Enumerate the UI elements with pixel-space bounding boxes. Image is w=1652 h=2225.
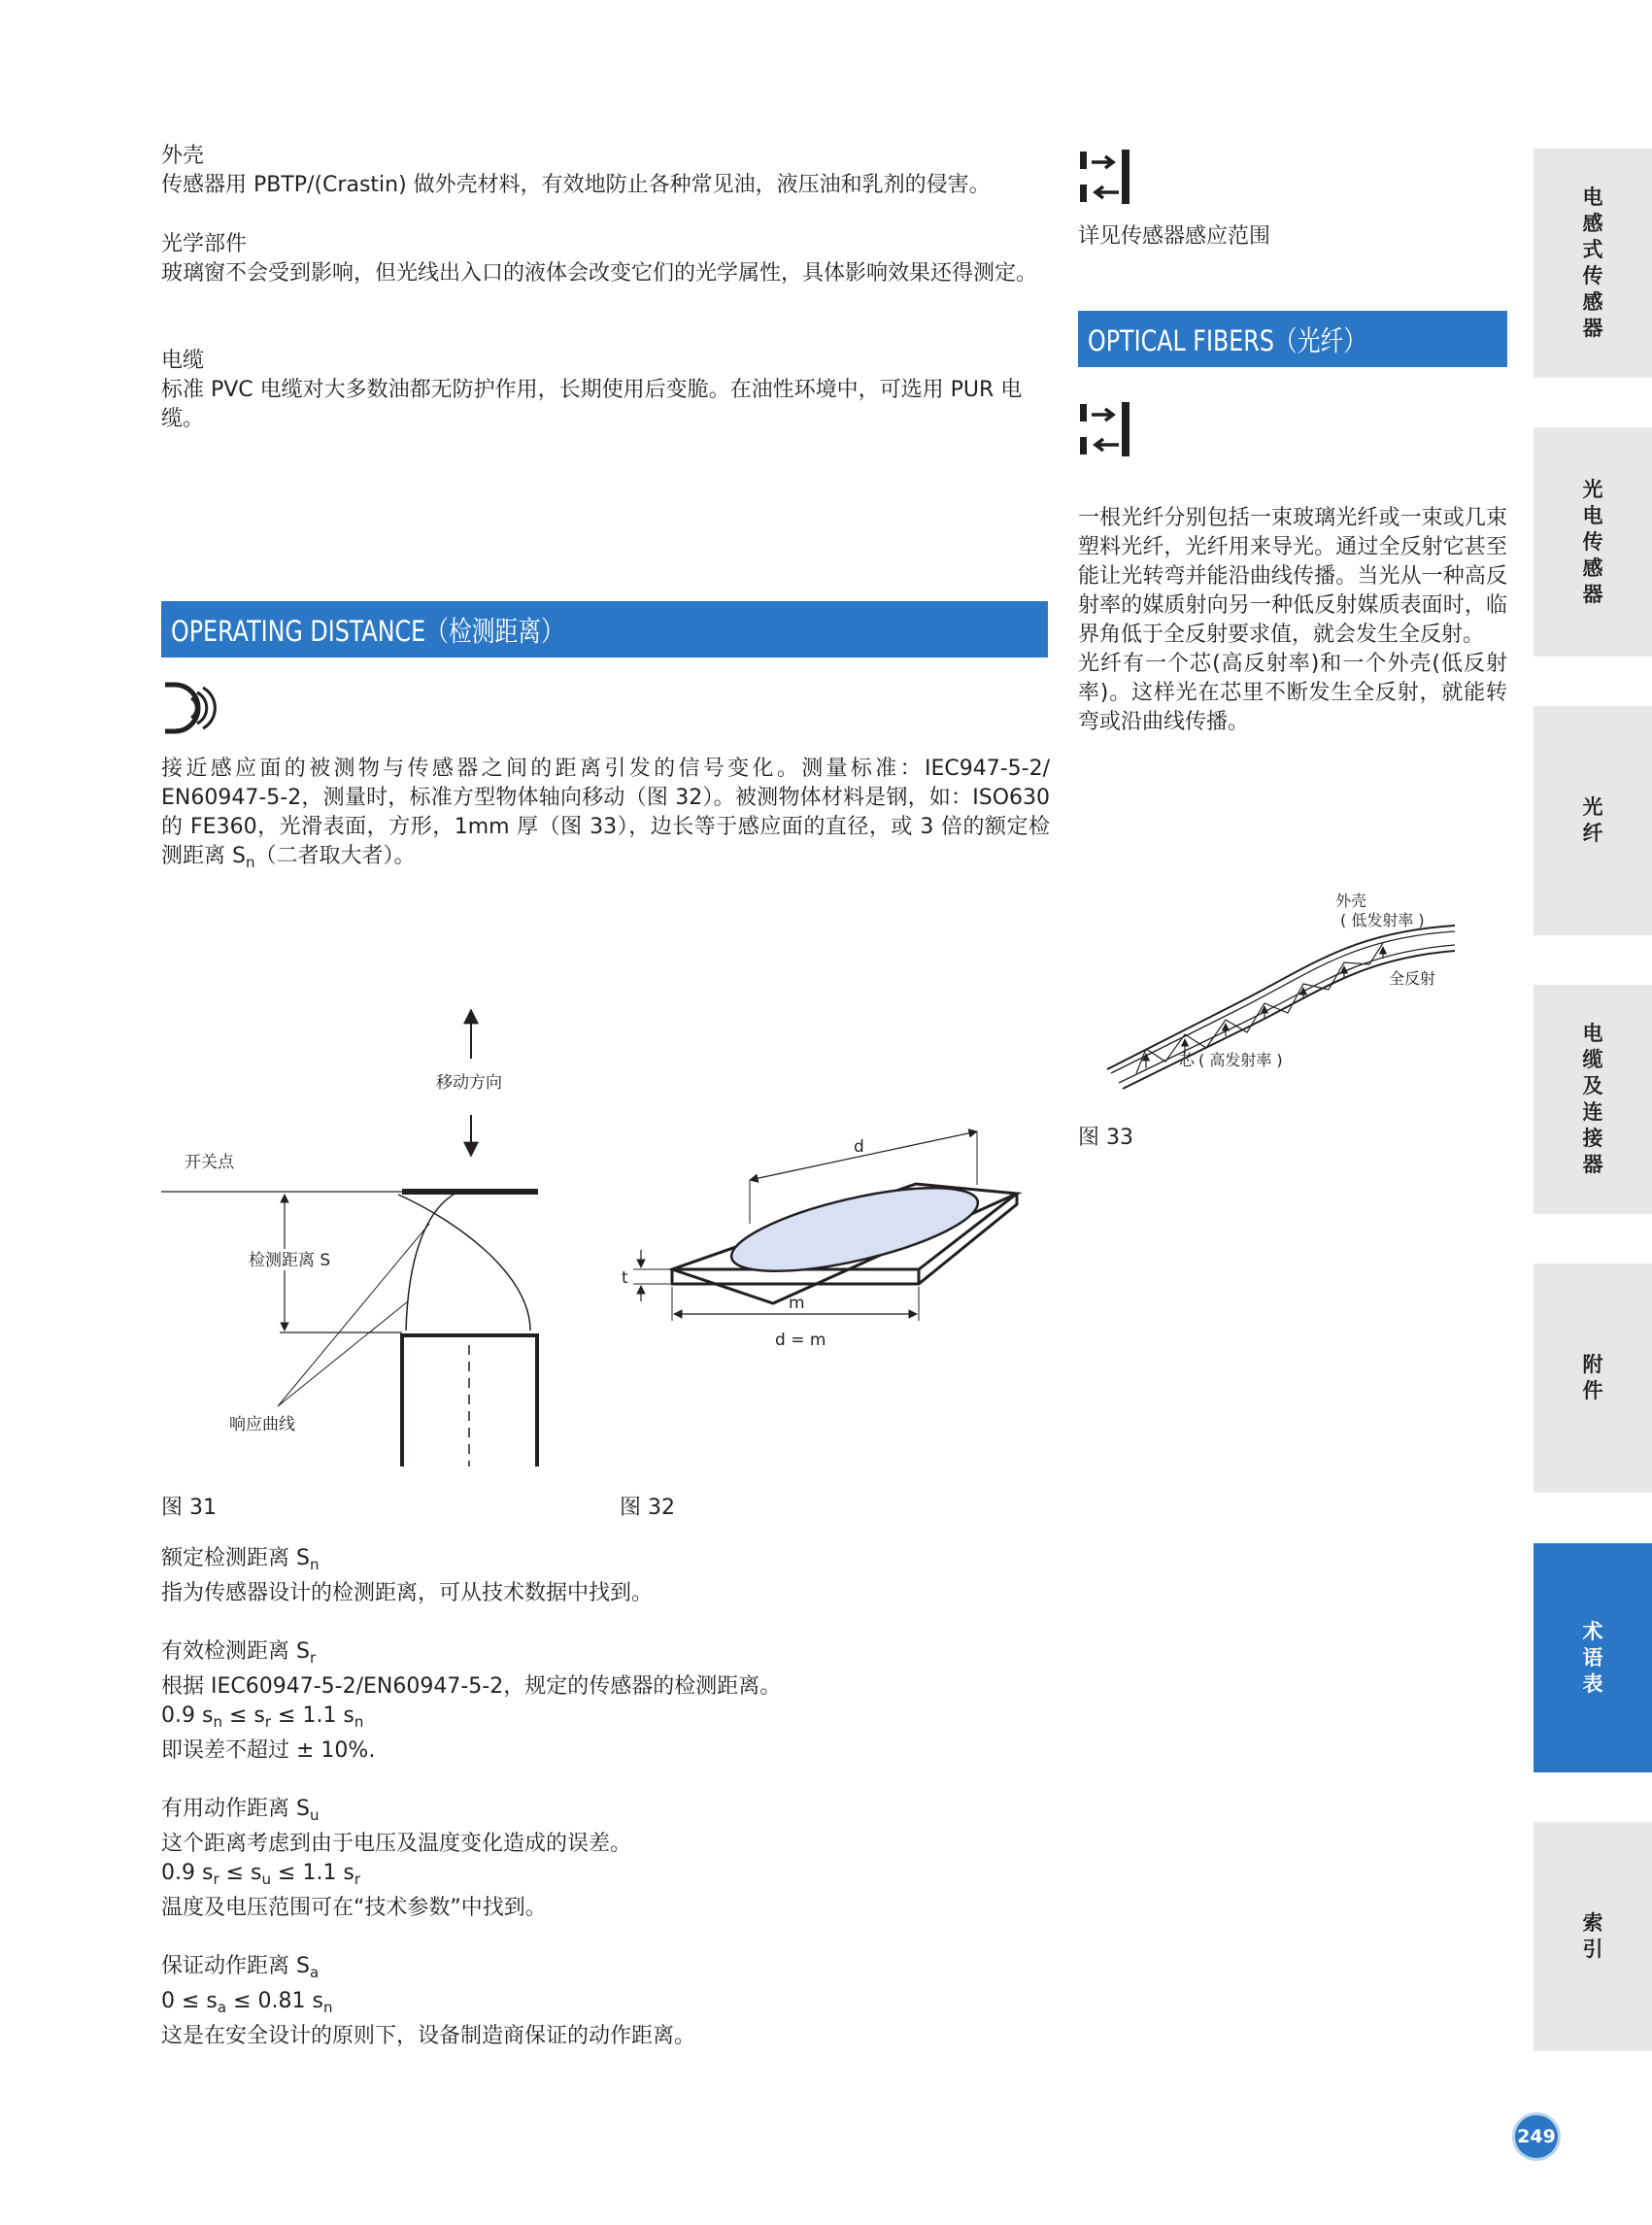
optics-section [161,230,1050,288]
fiber-outer-top [1107,926,1455,1069]
figure-32-caption: 图 32 [620,1496,675,1520]
optical-fibers-banner [1078,311,1507,367]
tab-label: 附件 [1582,1353,1603,1402]
def-assured-extra: 这是在安全设计的原则下，设备制造商保证的动作距离。 [161,2024,696,2048]
tab-accessories[interactable] [1534,1264,1652,1493]
core-note: ( 高发射率 ) [1198,1051,1283,1069]
figure-32 [612,1127,1029,1360]
def-effective-formula: 0.9 $s_n \le s_r \le 1.1$ $s_n$ [161,1703,364,1731]
cable-body: 标准 PVC 电缆对大多数油都无防护作用，长期使用后变脆。在油性环境中，可选用 PUR 电缆。 [161,378,1023,431]
tab-glossary[interactable] [1534,1543,1652,1772]
tab-cables-connectors[interactable] [1534,985,1652,1214]
movement-direction-label: 移动方向 [436,1073,502,1093]
def-usable-extra: 温度及电压范围可在“技术参数”中找到。 [161,1896,547,1920]
def-effective [161,1637,1050,1766]
optics-body: 玻璃窗不会受到影响，但光线出入口的液体会改变它们的光学属性，具体影响效果还得测定。 [161,261,1038,286]
dimension-d-label: d [854,1137,864,1157]
cable-title: 电缆 [161,349,205,373]
def-usable-line: 这个距离考虑到由于电压及温度变化造成的误差。 [161,1832,632,1856]
page-number: 249 [1515,2115,1558,2158]
d-equals-m-label: d = m [775,1331,826,1350]
def-nominal-line: 指为传感器设计的检测距离，可从技术数据中找到。 [161,1581,654,1605]
response-curve-right [398,1195,530,1331]
operating-distance-title: OPERATING DISTANCE（检测距离） [171,614,564,648]
def-assured-formula: $0 \le s_a \le 0.81$ $s_n$ [161,1989,333,2016]
tab-label: 电感式传感器 [1582,185,1603,340]
figure-33 [1097,889,1486,1097]
def-effective-extra: 即误差不超过 ± 10%. [161,1738,376,1763]
figure-31 [161,1000,569,1466]
tab-label: 术语表 [1582,1619,1603,1696]
sensing-range-text: 详见传感器感应范围 [1078,224,1271,249]
optical-fibers-para-2: 光纤有一个芯(高反射率)和一个外壳(低反射率)。这样光在芯里不断发生全反射，就能转弯或沿曲线传播。 [1078,652,1507,734]
housing-title: 外壳 [161,144,205,168]
fiber-sensing-range-icon [1078,400,1132,458]
fiber-inner-bottom [1119,945,1455,1083]
def-assured-title: 保证动作距离 $S_a$ [161,1954,320,1981]
optical-fibers-text [1078,504,1507,737]
tab-label: 电缆及连接器 [1582,1022,1603,1176]
def-assured [161,1952,1050,2051]
dimension-t-label: t [622,1268,628,1288]
def-effective-title: 有效检测距离 $S_r$ [161,1639,317,1667]
tab-inductive-sensors[interactable] [1534,149,1652,378]
def-nominal-title: 额定检测距离 $S_n$ [161,1546,320,1573]
housing-section [161,142,1050,200]
def-usable-title: 有用动作距离 $S_u$ [161,1797,320,1824]
tab-label: 光纤 [1582,795,1603,845]
sensing-range-icon [1078,148,1132,206]
tab-label: 索引 [1582,1911,1603,1961]
def-nominal [161,1544,1050,1608]
operating-distance-body: 接近感应面的被测物与传感器之间的距离引发的信号变化。测量标准：IEC947-5-2/ EN60947-5-2，测量时，标准方型物体轴向移动（图 32）。被测物体材料是钢，如：ISO630 的 FE360，光滑表面，方形，1mm 厚（图 33），边长等于感应面的直径，或 3 倍的额定检测距离 $S_n$（二者取大者）。 [161,757,1050,871]
leader-line-2 [278,1301,408,1406]
proximity-wave-icon [161,681,219,735]
optical-fibers-para-1: 一根光纤分别包括一束玻璃光纤或一束或几束塑料光纤，光纤用来导光。通过全反射它甚至能让光转弯并能沿曲线传播。当光从一种高反射率的媒质射向另一种低反射媒质表面时，临界角低于全反射要求值，就会发生全反射。 [1078,506,1507,647]
core-label: 芯 [1179,1051,1196,1069]
total-reflection-label: 全反射 [1389,969,1436,988]
def-effective-line: 根据 IEC60947-5-2/EN60947-5-2，规定的传感器的检测距离。 [161,1674,782,1699]
optical-fibers-title: OPTICAL FIBERS（光纤） [1088,323,1367,357]
response-curve-label: 响应曲线 [229,1415,295,1434]
switch-point-label: 开关点 [185,1153,234,1172]
figure-31-caption: 图 31 [161,1496,217,1520]
shell-note: ( 低发射率 ) [1340,911,1425,929]
tab-index[interactable] [1534,1822,1652,2051]
tab-photoelectric-sensors[interactable] [1534,427,1652,657]
cable-section [161,347,1050,434]
dimension-m-label: m [789,1294,805,1313]
figure-33-caption: 图 33 [1078,1126,1133,1150]
distance-label: 检测距离 S [249,1251,331,1270]
def-usable-formula: 0.9 $s_r \le s_u \le 1.1$ $s_r$ [161,1861,361,1888]
def-usable [161,1795,1050,1923]
definitions [161,1544,1050,2051]
operating-distance-banner [161,601,1048,657]
tab-label: 光电传感器 [1582,477,1603,606]
optics-title: 光学部件 [161,232,248,256]
shell-label: 外壳 [1335,892,1367,910]
housing-body: 传感器用 PBTP/(Crastin) 做外壳材料，有效地防止各种常见油，液压油和乳剂的侵害。 [161,173,991,197]
tab-optical-fibers[interactable] [1534,706,1652,935]
